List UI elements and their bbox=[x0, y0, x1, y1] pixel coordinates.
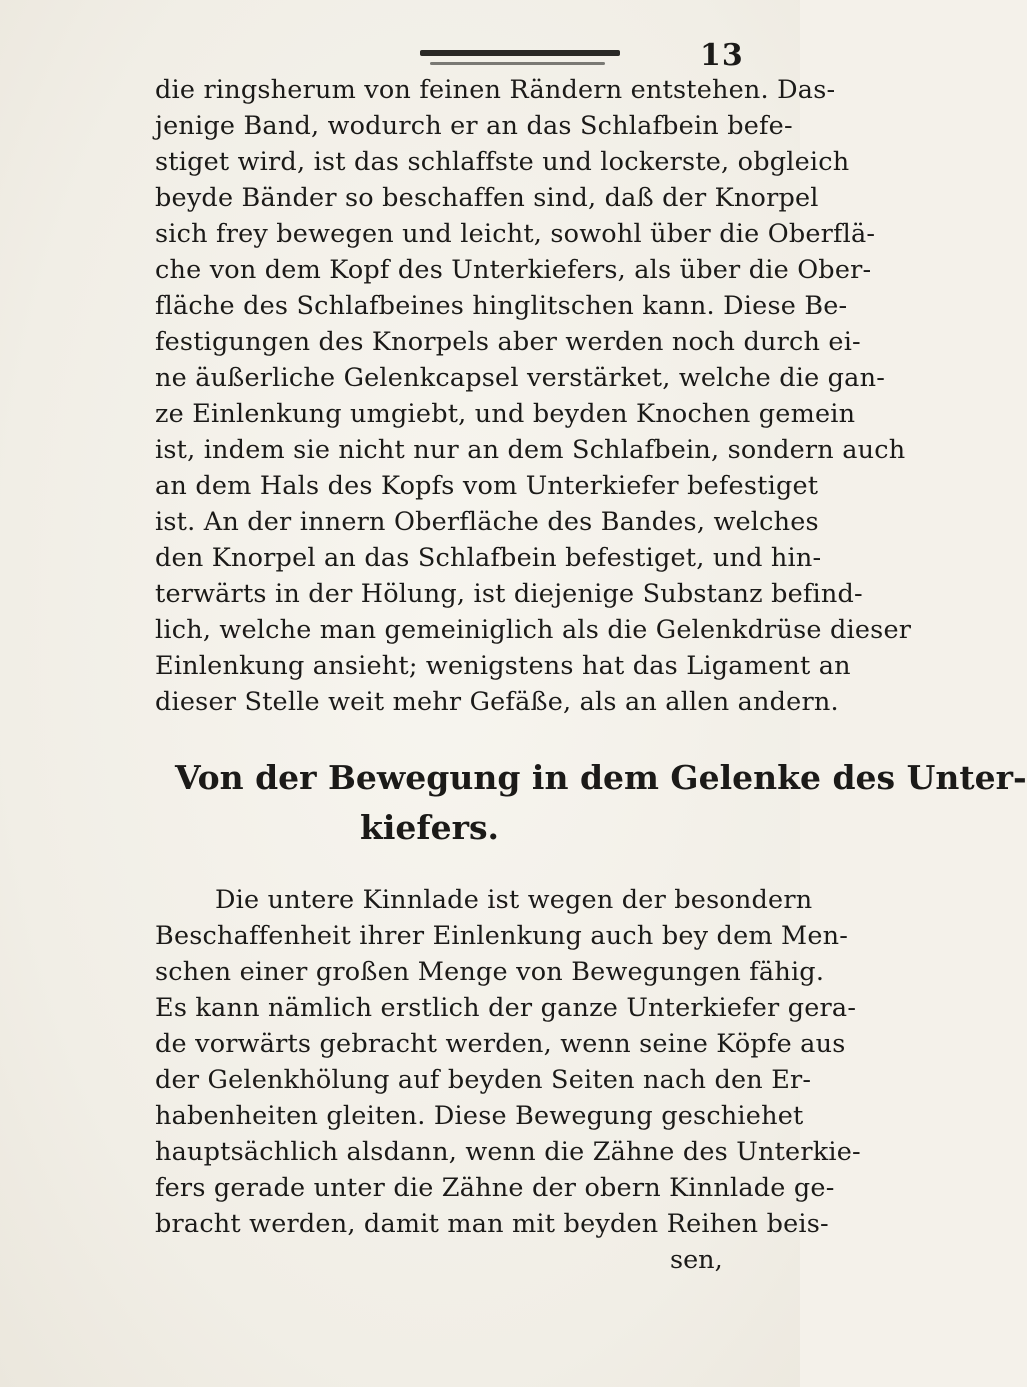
text-line: habenheiten gleiten. Diese Bewegung geschiehet bbox=[155, 1101, 804, 1131]
page-number: 13 bbox=[700, 38, 744, 73]
header-ornament-rule bbox=[420, 50, 620, 56]
text-line: fers gerade unter die Zähne der obern Kinnlade ge- bbox=[155, 1173, 835, 1203]
text-line: jenige Band, wodurch er an das Schlafbein befe- bbox=[155, 111, 793, 141]
text-line: Es kann nämlich erstlich der ganze Unterkiefer gera- bbox=[155, 993, 857, 1023]
text-line: ist. An der innern Oberfläche des Bandes, welches bbox=[155, 507, 819, 537]
text-line: sich frey bewegen und leicht, sowohl über die Oberflä- bbox=[155, 219, 876, 249]
text-line: festigungen des Knorpels aber werden noch durch ei- bbox=[155, 327, 861, 357]
text-line: hauptsächlich alsdann, wenn die Zähne des Unterkie- bbox=[155, 1137, 861, 1167]
text-line: stiget wird, ist das schlaffste und lockerste, obgleich bbox=[155, 147, 850, 177]
section-heading-continued: kiefers. bbox=[360, 808, 500, 847]
text-line: fläche des Schlafbeines hinglitschen kann. Diese Be- bbox=[155, 291, 848, 321]
text-line: che von dem Kopf des Unterkiefers, als über die Ober- bbox=[155, 255, 872, 285]
section-heading: Von der Bewegung in dem Gelenke des Unter- bbox=[175, 758, 1027, 797]
text-line: de vorwärts gebracht werden, wenn seine Köpfe aus bbox=[155, 1029, 846, 1059]
text-line: dieser Stelle weit mehr Gefäße, als an allen andern. bbox=[155, 687, 839, 717]
text-line: Beschaffenheit ihrer Einlenkung auch bey dem Men- bbox=[155, 921, 849, 951]
text-line: ist, indem sie nicht nur an dem Schlafbein, sondern auch bbox=[155, 435, 906, 465]
header-ornament-rule-thin bbox=[430, 62, 605, 65]
text-line: lich, welche man gemeiniglich als die Gelenkdrüse dieser bbox=[155, 615, 912, 645]
text-line: Einlenkung ansieht; wenigstens hat das Ligament an bbox=[155, 651, 851, 681]
catchword: sen, bbox=[670, 1245, 723, 1275]
text-line: schen einer großen Menge von Bewegungen fähig. bbox=[155, 957, 825, 987]
text-line: der Gelenkhölung auf beyden Seiten nach den Er- bbox=[155, 1065, 812, 1095]
text-line: den Knorpel an das Schlafbein befestiget, und hin- bbox=[155, 543, 822, 573]
text-line: ne äußerliche Gelenkcapsel verstärket, welche die gan- bbox=[155, 363, 886, 393]
text-line: an dem Hals des Kopfs vom Unterkiefer befestiget bbox=[155, 471, 819, 501]
text-line: terwärts in der Hölung, ist diejenige Substanz befind- bbox=[155, 579, 863, 609]
text-line: die ringsherum von feinen Rändern entstehen. Das- bbox=[155, 75, 836, 105]
text-line-indented: Die untere Kinnlade ist wegen der besondern bbox=[215, 885, 813, 915]
text-line: bracht werden, damit man mit beyden Reihen beis- bbox=[155, 1209, 829, 1239]
text-line: beyde Bänder so beschaffen sind, daß der Knorpel bbox=[155, 183, 819, 213]
text-line: ze Einlenkung umgiebt, und beyden Knochen gemein bbox=[155, 399, 856, 429]
